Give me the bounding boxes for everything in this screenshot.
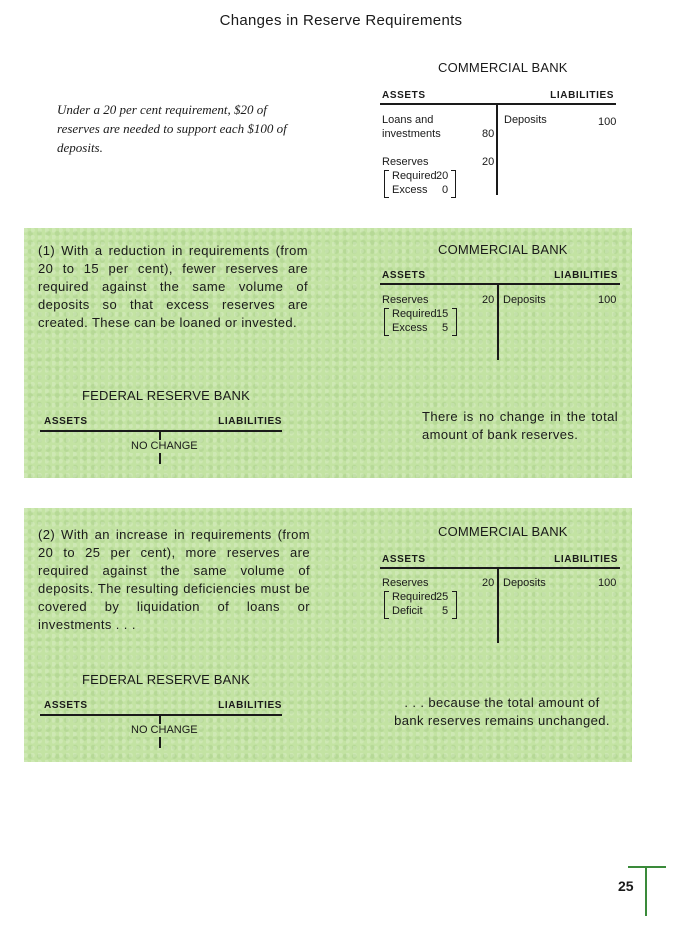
commercial-bank-t-account bbox=[380, 522, 620, 652]
excess-value: 0 bbox=[442, 184, 449, 196]
assets-header: ASSETS bbox=[44, 700, 88, 711]
t-vertical-rule bbox=[497, 567, 499, 643]
deposits-label: Deposits bbox=[503, 577, 546, 589]
required-label: Required bbox=[392, 170, 437, 182]
intro-commercial-bank-t-account bbox=[378, 58, 618, 198]
deposits-label: Deposits bbox=[503, 294, 546, 306]
t-vertical-rule bbox=[497, 283, 499, 360]
deposits-value: 100 bbox=[598, 294, 617, 306]
excess-value: 5 bbox=[442, 322, 449, 334]
liabilities-header: LIABILITIES bbox=[550, 90, 614, 101]
liabilities-header: LIABILITIES bbox=[218, 416, 282, 427]
deposits-label: Deposits bbox=[504, 114, 547, 126]
t-account-title: COMMERCIAL BANK bbox=[438, 60, 568, 75]
corner-t-mark-bar bbox=[628, 866, 666, 868]
panel-text: (1) With a reduction in requirements (from 20 to 15 per cent), fewer reserves are required against the same volume of deposits so that excess reserves are created. These can be loaned or invested. bbox=[38, 243, 308, 330]
required-value: 15 bbox=[436, 308, 449, 320]
panel-note: . . . because the total amount of bank reserves remains unchanged. bbox=[394, 695, 610, 728]
loans-label-2: investments bbox=[382, 128, 441, 140]
liabilities-header: LIABILITIES bbox=[218, 700, 282, 711]
corner-t-mark-stem bbox=[645, 866, 647, 916]
t-horizontal-rule bbox=[380, 103, 616, 105]
t-account-title: COMMERCIAL BANK bbox=[438, 242, 568, 257]
reserves-value: 20 bbox=[482, 156, 495, 168]
bracket-right bbox=[451, 170, 456, 198]
federal-reserve-t-account bbox=[38, 386, 284, 466]
deposits-value: 100 bbox=[598, 116, 617, 128]
t-horizontal-rule bbox=[40, 430, 282, 432]
required-label: Required bbox=[392, 308, 437, 320]
liabilities-header: LIABILITIES bbox=[554, 554, 618, 565]
deficit-label: Deficit bbox=[392, 605, 423, 617]
excess-label: Excess bbox=[392, 184, 428, 196]
deficit-value: 5 bbox=[442, 605, 449, 617]
reserves-label: Reserves bbox=[382, 577, 429, 589]
bracket-left bbox=[384, 308, 389, 336]
excess-label: Excess bbox=[392, 322, 428, 334]
loans-label-1: Loans and bbox=[382, 114, 434, 126]
panel-note: There is no change in the total amount of bank reserves. bbox=[422, 409, 618, 442]
reserves-label: Reserves bbox=[382, 156, 429, 168]
t-account-title: FEDERAL RESERVE BANK bbox=[82, 672, 250, 687]
t-account-title: FEDERAL RESERVE BANK bbox=[82, 388, 250, 403]
bracket-right bbox=[452, 308, 457, 336]
intro-note: Under a 20 per cent requirement, $20 of reserves are needed to support each $100 of deposits. bbox=[57, 102, 287, 155]
required-label: Required bbox=[392, 591, 437, 603]
assets-header: ASSETS bbox=[382, 90, 426, 101]
t-horizontal-rule bbox=[40, 714, 282, 716]
assets-header: ASSETS bbox=[382, 554, 426, 565]
bracket-left bbox=[384, 170, 389, 198]
liabilities-header: LIABILITIES bbox=[554, 270, 618, 281]
assets-header: ASSETS bbox=[382, 270, 426, 281]
panel-increase bbox=[24, 508, 632, 762]
no-change-label: NO CHANGE bbox=[131, 724, 198, 736]
t-horizontal-rule bbox=[380, 283, 620, 285]
t-account-title: COMMERCIAL BANK bbox=[438, 524, 568, 539]
panel-text: (2) With an increase in requirements (from 20 to 25 per cent), more reserves are required against the same volume of deposits. The resulting deficiencies must be covered by liquidation of loans or investments . . . bbox=[38, 527, 310, 632]
t-vertical-rule bbox=[496, 103, 498, 195]
required-value: 25 bbox=[436, 591, 449, 603]
no-change-label: NO CHANGE bbox=[131, 440, 198, 452]
reserves-value: 20 bbox=[482, 294, 495, 306]
loans-value: 80 bbox=[482, 128, 495, 140]
t-horizontal-rule bbox=[380, 567, 620, 569]
commercial-bank-t-account bbox=[380, 240, 620, 370]
reserves-label: Reserves bbox=[382, 294, 429, 306]
reserves-value: 20 bbox=[482, 577, 495, 589]
page-title: Changes in Reserve Requirements bbox=[219, 12, 463, 29]
deposits-value: 100 bbox=[598, 577, 617, 589]
page-number: 25 bbox=[618, 878, 634, 894]
bracket-left bbox=[384, 591, 389, 619]
bracket-right bbox=[452, 591, 457, 619]
panel-reduction bbox=[24, 228, 632, 478]
federal-reserve-t-account bbox=[38, 668, 284, 750]
required-value: 20 bbox=[436, 170, 449, 182]
assets-header: ASSETS bbox=[44, 416, 88, 427]
